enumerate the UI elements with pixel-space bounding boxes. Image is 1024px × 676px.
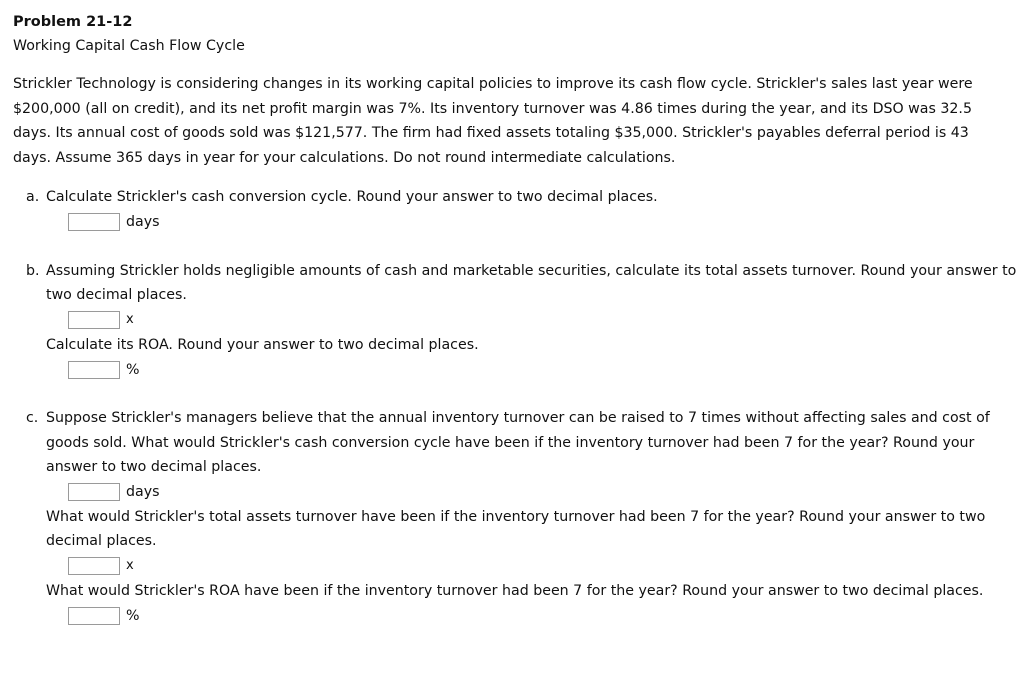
- part-c: [13, 406, 1017, 628]
- part-c-question3: What would Strickler's ROA have been if the inventory turnover had been 7 for the year? Round your answer to two decimal places.: [46, 582, 984, 599]
- total-assets-turnover-input[interactable]: [68, 311, 120, 329]
- part-b: [13, 259, 1017, 383]
- part-c-unit2: x: [126, 558, 134, 573]
- problem-page: [13, 10, 1017, 628]
- problem-subtitle: Working Capital Cash Flow Cycle: [13, 38, 245, 54]
- part-c-unit1: days: [126, 484, 160, 500]
- part-a-unit: days: [126, 214, 160, 230]
- part-b-letter: b.: [26, 262, 40, 279]
- part-b-answer1-row: [13, 308, 1017, 333]
- part-c-unit3: %: [126, 607, 140, 624]
- new-roa-input[interactable]: [68, 607, 120, 625]
- part-a-answer-row: [13, 210, 1017, 235]
- part-a: [13, 185, 1017, 235]
- part-b-question-text: Assuming Strickler holds negligible amounts of cash and marketable securities, calculate its total assets turnover. Round your answer to two decimal places.: [46, 262, 1017, 303]
- part-c-answer3-row: [13, 603, 1017, 628]
- part-c-answer1-row: [13, 480, 1017, 505]
- part-b-unit1: x: [126, 312, 134, 327]
- part-c-question-text: Suppose Strickler's managers believe that the annual inventory turnover can be raised to 7 times without affecting sales and cost of goods sold. What would Strickler's cash conversion cycle have been if the inventory turnover had been 7 for the year? Round your answer to two decimal places.: [46, 410, 990, 475]
- new-cash-conversion-cycle-input[interactable]: [68, 483, 120, 501]
- part-b-answer2-row: [13, 357, 1017, 382]
- part-b-unit2: %: [126, 361, 140, 378]
- part-c-letter: c.: [26, 410, 39, 426]
- part-a-letter: a.: [26, 189, 40, 205]
- roa-input[interactable]: [68, 361, 120, 379]
- part-b-question2: Calculate its ROA. Round your answer to two decimal places.: [46, 336, 479, 353]
- cash-conversion-cycle-input[interactable]: [68, 213, 120, 231]
- part-b-question: [13, 259, 1017, 308]
- part-c-question: [13, 406, 1017, 480]
- problem-intro: Strickler Technology is considering changes in its working capital policies to improve its cash flow cycle. Strickler's sales last year were $200,000 (all on credit), and its net profit margin was 7%. Its inventory turnover was 4.86 times during the year, and its DSO was 32.5 days. Its annual cost of goods sold was $121,577. The firm had fixed assets totaling $35,000. Strickler's payables deferral period is 43 days. Assume 365 days in year for your calculations. Do not round intermediate calculations.: [13, 76, 973, 166]
- new-total-assets-turnover-input[interactable]: [68, 557, 120, 575]
- problem-title: Problem 21-12: [13, 14, 133, 30]
- part-a-question: [13, 185, 1017, 210]
- part-c-question2: What would Strickler's total assets turnover have been if the inventory turnover had been 7 for the year? Round your answer to two decimal places.: [46, 508, 986, 549]
- part-a-question-text: Calculate Strickler's cash conversion cycle. Round your answer to two decimal places.: [46, 189, 658, 205]
- part-c-answer2-row: [13, 554, 1017, 579]
